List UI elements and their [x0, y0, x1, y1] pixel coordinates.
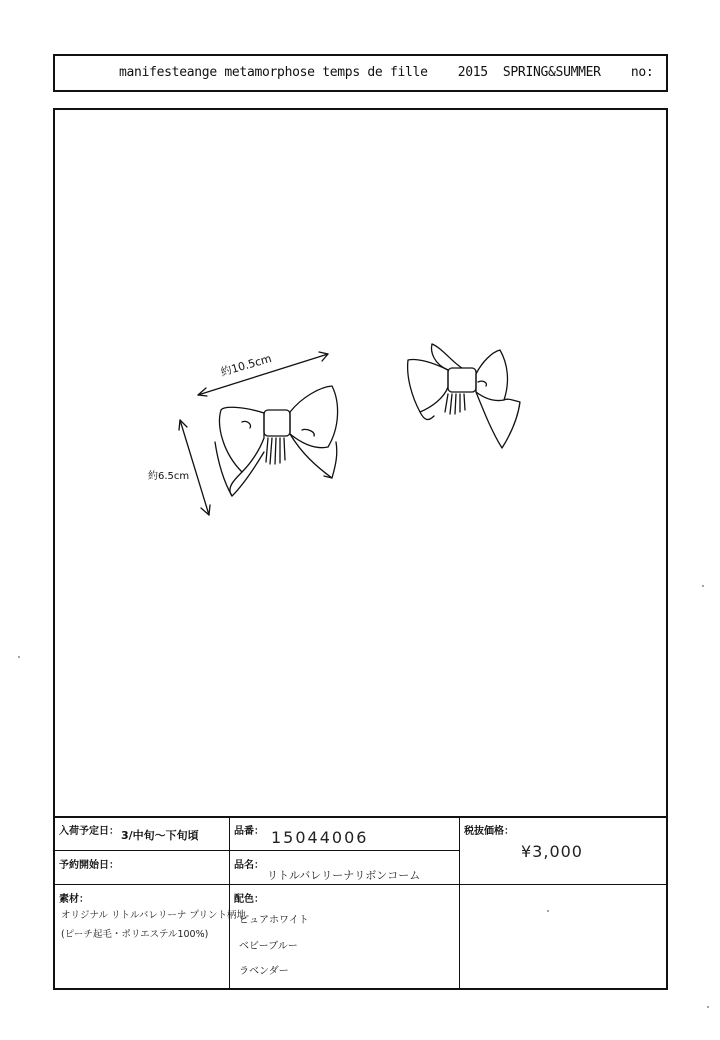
- material-line-1: オリジナル リトルバレリーナ プリント柄地: [61, 910, 247, 921]
- table-top-border: [55, 816, 666, 818]
- item-name-label: 品名：: [234, 860, 264, 871]
- color-lavender: ラベンダー: [239, 966, 289, 977]
- page-speck-1: [18, 656, 20, 658]
- width-annotation: 約10.5cm: [219, 351, 274, 379]
- price-value: ¥3,000: [521, 842, 583, 861]
- bow-illustration-right: [408, 344, 520, 448]
- arrival-date-label: 入荷予定日：: [59, 826, 119, 837]
- colors-label: 配色：: [234, 894, 264, 905]
- table-col-divider-1: [229, 817, 230, 988]
- item-number-label: 品番：: [234, 826, 264, 837]
- page-speck-2: [702, 585, 704, 587]
- price-label: 税抜価格：: [464, 826, 514, 837]
- material-label: 素材：: [59, 894, 89, 905]
- table-col-divider-2: [459, 817, 460, 988]
- item-number-value: 15044006: [271, 828, 369, 847]
- spec-sheet: [53, 108, 668, 990]
- dimension-arrows: [179, 352, 328, 515]
- bow-illustration-left: [215, 386, 338, 496]
- material-line-2: (ピーチ起毛・ポリエステル100%): [61, 929, 209, 940]
- table-row-divider-1: [55, 850, 459, 851]
- table-row-divider-2: [55, 884, 666, 885]
- preorder-date-label: 予約開始日：: [59, 860, 119, 871]
- arrival-date-value: 3/中旬〜下旬頃: [121, 829, 199, 842]
- header-box: [53, 54, 668, 92]
- color-pure-white: ピュアホワイト: [239, 915, 309, 926]
- item-name-value: リトルバレリーナリボンコーム: [267, 869, 421, 882]
- height-annotation: 約6.5cm: [148, 471, 190, 482]
- header-title: manifesteange metamorphose temps de fille 2015 SPRING&SUMMER no:: [119, 65, 654, 80]
- bow-sketch: [55, 110, 666, 818]
- stray-mark: [547, 910, 549, 912]
- page-speck-3: [707, 1006, 709, 1008]
- color-baby-blue: ベビーブルー: [239, 941, 298, 952]
